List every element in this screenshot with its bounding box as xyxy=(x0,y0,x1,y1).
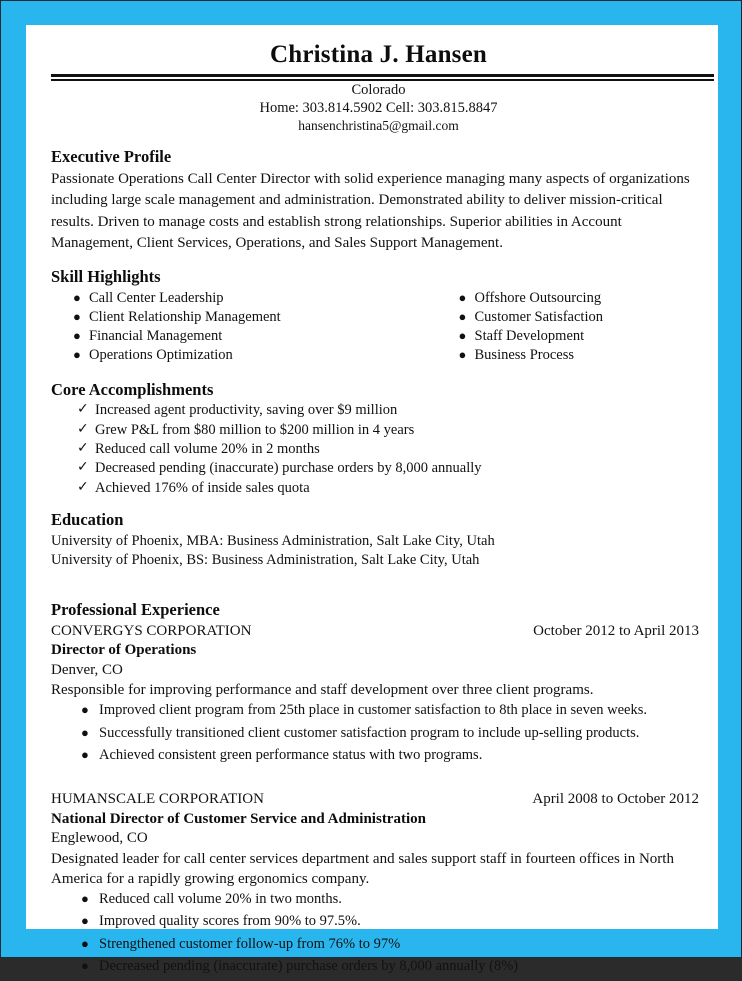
skill-column-left xyxy=(51,290,379,366)
skill-label: Financial Management xyxy=(89,328,223,345)
list-item xyxy=(51,347,379,364)
skill-label: Client Relationship Management xyxy=(89,309,281,326)
skill-column-right xyxy=(379,290,707,366)
bullet-icon: ● xyxy=(73,347,81,363)
list-item xyxy=(51,290,379,307)
list-item xyxy=(51,402,706,419)
accomplishment-text: Increased agent productivity, saving over $9 million xyxy=(95,402,398,419)
accomplishment-text: Decreased pending (inaccurate) purchase orders by 8,000 annually xyxy=(95,460,482,477)
checkmark-icon: ✓ xyxy=(77,459,89,476)
list-item xyxy=(51,702,706,719)
accomplishment-text: Achieved 176% of inside sales quota xyxy=(95,479,310,496)
executive-profile-text: Passionate Operations Call Center Director with solid experience managing many aspects of organizations including large scale management and administration. Demonstrated ability to deliver mission-critical results. Driven to manage costs and establish strong relationships. Superior abilities in Account Management, Client Services, Operations, and Sales Support Management. xyxy=(51,171,690,251)
section-professional-experience xyxy=(51,600,706,976)
list-item xyxy=(51,725,706,742)
list-item xyxy=(51,891,706,908)
experience-dates: April 2008 to October 2012 xyxy=(532,791,699,808)
resume-page xyxy=(26,25,718,975)
bullet-icon: ● xyxy=(458,290,467,306)
experience-location: Denver, CO xyxy=(51,661,123,678)
section-title-core-accomplishments: Core Accomplishments xyxy=(51,379,214,399)
contact-location: Colorado xyxy=(351,81,406,98)
experience-header xyxy=(51,790,699,810)
list-item xyxy=(51,328,379,345)
checkmark-icon: ✓ xyxy=(77,401,89,418)
skill-list-left xyxy=(51,290,379,364)
bullet-icon: ● xyxy=(81,958,89,974)
candidate-name: Christina J. Hansen xyxy=(269,41,488,68)
experience-location: Englewood, CO xyxy=(51,830,148,847)
skill-columns xyxy=(51,290,706,366)
list-item xyxy=(437,347,707,364)
experience-summary: Responsible for improving performance and staff development over three client programs. xyxy=(51,682,594,699)
experience-summary: Designated leader for call center services department and sales support staff in fourteen offices in North America for a rapidly growing ergonomics company. xyxy=(51,850,674,887)
skill-label: Call Center Leadership xyxy=(89,290,224,307)
contact-email: hansenchristina5@gmail.com xyxy=(298,118,459,134)
experience-company: HUMANSCALE CORPORATION xyxy=(51,791,264,808)
experience-bullet-text: Improved quality scores from 90% to 97.5%. xyxy=(99,913,361,930)
skill-label: Customer Satisfaction xyxy=(474,309,603,326)
bullet-icon: ● xyxy=(81,913,89,929)
skill-label: Offshore Outsourcing xyxy=(474,290,602,307)
list-item xyxy=(51,309,379,326)
bullet-icon: ● xyxy=(81,746,89,762)
contact-block xyxy=(51,81,706,135)
accomplishment-text: Reduced call volume 20% in 2 months xyxy=(95,441,320,458)
bullet-icon: ● xyxy=(81,724,89,740)
list-item xyxy=(51,422,706,439)
skill-label: Operations Optimization xyxy=(89,347,233,364)
section-education xyxy=(51,510,706,569)
education-entry: University of Phoenix, BS: Business Administration, Salt Lake City, Utah xyxy=(51,551,480,568)
bullet-icon: ● xyxy=(458,347,467,363)
experience-bullet-text: Successfully transitioned client customer satisfaction program to include up-selling products. xyxy=(99,724,640,741)
core-accomplishments-list xyxy=(51,402,706,497)
contact-phones: Home: 303.814.5902 Cell: 303.815.8847 xyxy=(259,100,498,117)
experience-entry xyxy=(51,790,706,975)
section-core-accomplishments xyxy=(51,380,706,498)
list-item xyxy=(51,913,706,930)
list-item xyxy=(437,290,707,307)
checkmark-icon: ✓ xyxy=(77,440,89,457)
bullet-icon: ● xyxy=(81,702,89,718)
list-item xyxy=(437,328,707,345)
bullet-icon: ● xyxy=(73,309,81,325)
experience-entry xyxy=(51,622,706,765)
experience-company: CONVERGYS CORPORATION xyxy=(51,622,252,639)
list-item xyxy=(51,747,706,764)
accomplishment-text: Grew P&L from $80 million to $200 million in 4 years xyxy=(95,421,415,438)
section-title-education: Education xyxy=(51,510,124,530)
bullet-icon: ● xyxy=(73,328,81,344)
bullet-icon: ● xyxy=(81,935,89,951)
list-item xyxy=(51,936,706,953)
list-item xyxy=(51,480,706,497)
bullet-icon: ● xyxy=(458,328,467,344)
skill-label: Staff Development xyxy=(474,328,585,345)
experience-bullet-text: Achieved consistent green performance status with two programs. xyxy=(99,746,483,763)
bullet-icon: ● xyxy=(81,890,89,906)
section-title-executive-profile: Executive Profile xyxy=(51,147,172,167)
experience-job-title: National Director of Customer Service and Administration xyxy=(51,810,426,827)
experience-dates: October 2012 to April 2013 xyxy=(533,622,699,639)
bullet-icon: ● xyxy=(73,290,81,306)
education-entry: University of Phoenix, MBA: Business Administration, Salt Lake City, Utah xyxy=(51,533,495,550)
bullet-icon: ● xyxy=(458,309,467,325)
list-item xyxy=(437,309,707,326)
skill-label: Business Process xyxy=(474,347,574,364)
resume-header xyxy=(51,41,706,134)
list-item xyxy=(51,958,706,975)
experience-bullet-text: Strengthened customer follow-up from 76% to 97% xyxy=(99,935,401,952)
experience-bullet-list xyxy=(51,891,706,976)
experience-bullet-text: Decreased pending (inaccurate) purchase orders by 8,000 annually (8%) xyxy=(99,958,519,975)
checkmark-icon: ✓ xyxy=(77,478,89,495)
experience-bullet-list xyxy=(51,702,706,764)
experience-bullet-text: Improved client program from 25th place in customer satisfaction to 8th place in seven weeks. xyxy=(99,702,648,719)
header-double-rule xyxy=(51,74,714,81)
section-title-skill-highlights: Skill Highlights xyxy=(51,267,161,287)
checkmark-icon: ✓ xyxy=(77,420,89,437)
section-executive-profile xyxy=(51,147,706,254)
skill-list-right xyxy=(437,290,707,364)
list-item xyxy=(51,460,706,477)
experience-header xyxy=(51,622,699,642)
section-title-professional-experience: Professional Experience xyxy=(51,599,220,619)
experience-bullet-text: Reduced call volume 20% in two months. xyxy=(99,890,342,907)
section-skill-highlights xyxy=(51,267,706,366)
experience-job-title: Director of Operations xyxy=(51,642,197,659)
list-item xyxy=(51,441,706,458)
